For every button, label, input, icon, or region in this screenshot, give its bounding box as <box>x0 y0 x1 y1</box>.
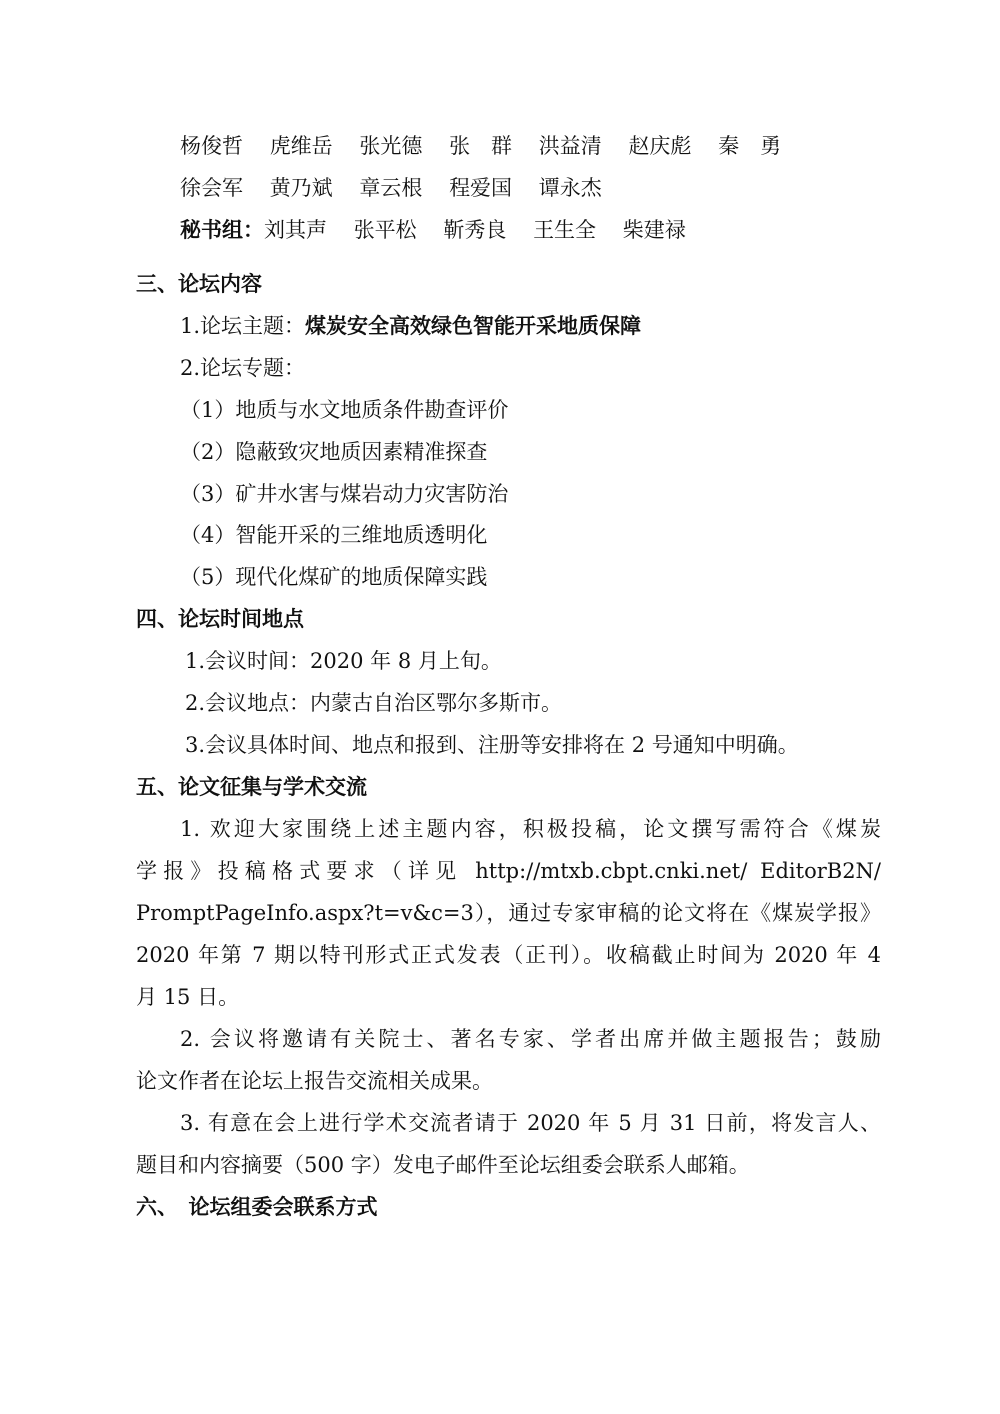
paragraph-line: 题目和内容摘要（500 字）发电子邮件至论坛组委会联系人邮箱。 <box>136 1153 750 1177</box>
forum-theme-label: 1.论坛主题： <box>180 314 306 338</box>
member-name: 靳秀良 <box>443 218 507 242</box>
member-name: 杨俊哲 <box>180 134 243 158</box>
paragraph-line: 1. 欢迎大家围绕上述主题内容，积极投稿，论文撰写需符合《煤炭 <box>180 817 881 841</box>
member-row-1 <box>180 131 801 161</box>
paragraph-line: 学报》投稿格式要求（详见 http://mtxb.cbpt.cnki.net/ EditorB2N/ <box>136 859 881 883</box>
member-name: 张 群 <box>449 134 513 158</box>
member-name: 章云根 <box>359 176 423 200</box>
member-name: 张光德 <box>359 134 423 158</box>
forum-topics-label: 2.论坛专题： <box>180 356 306 380</box>
member-name: 虎维岳 <box>269 134 333 158</box>
paragraph-line: 2. 会议将邀请有关院士、著名专家、学者出席并做主题报告；鼓励 <box>180 1027 881 1051</box>
member-row-2 <box>180 173 622 203</box>
member-name: 张平松 <box>353 218 417 242</box>
topic-item: （3）矿井水害与煤岩动力灾害防治 <box>180 482 509 506</box>
schedule-item: 1.会议时间：2020 年 8 月上旬。 <box>185 649 502 673</box>
section-6-heading: 六、 论坛组委会联系方式 <box>136 1195 378 1219</box>
section-4-heading: 四、论坛时间地点 <box>136 607 304 631</box>
schedule-item: 2.会议地点：内蒙古自治区鄂尔多斯市。 <box>185 691 563 715</box>
topic-item: （1）地质与水文地质条件勘查评价 <box>180 398 509 422</box>
member-name: 洪益清 <box>538 134 602 158</box>
paragraph-line: 论文作者在论坛上报告交流相关成果。 <box>136 1069 493 1093</box>
forum-theme <box>180 311 641 341</box>
secretariat-label: 秘书组： <box>180 218 264 242</box>
member-name: 刘其声 <box>264 218 327 242</box>
member-name: 王生全 <box>533 218 597 242</box>
member-name: 谭永杰 <box>538 176 602 200</box>
section-3-heading: 三、论坛内容 <box>136 272 262 296</box>
member-name: 秦 勇 <box>718 134 782 158</box>
paragraph-line: PromptPageInfo.aspx?t=v&c=3），通过专家审稿的论文将在《煤炭学报》 <box>136 901 881 925</box>
member-name: 柴建禄 <box>622 218 686 242</box>
forum-theme-value: 煤炭安全高效绿色智能开采地质保障 <box>305 314 642 338</box>
paragraph-line: 3. 有意在会上进行学术交流者请于 2020 年 5 月 31 日前，将发言人、 <box>180 1111 881 1135</box>
topic-item: （2）隐蔽致灾地质因素精准探查 <box>180 440 488 464</box>
secretariat-row <box>180 215 706 245</box>
section-5-heading: 五、论文征集与学术交流 <box>136 775 367 799</box>
topic-item: （4）智能开采的三维地质透明化 <box>180 523 488 547</box>
member-name: 赵庆彪 <box>628 134 692 158</box>
member-name: 徐会军 <box>180 176 243 200</box>
member-name: 程爱国 <box>449 176 513 200</box>
topic-item: （5）现代化煤矿的地质保障实践 <box>180 565 488 589</box>
member-name: 黄乃斌 <box>269 176 333 200</box>
schedule-item: 3.会议具体时间、地点和报到、注册等安排将在 2 号通知中明确。 <box>185 733 799 757</box>
paragraph-line: 2020 年第 7 期以特刊形式正式发表（正刊）。收稿截止时间为 2020 年 4 <box>136 943 881 967</box>
paragraph-line: 月 15 日。 <box>136 985 240 1009</box>
